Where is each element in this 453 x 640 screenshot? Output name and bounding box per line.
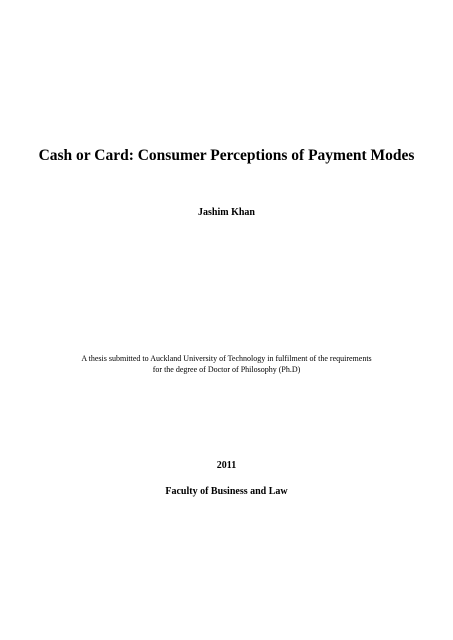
submission-statement-line-1: A thesis submitted to Auckland University of Technology in fulfilment of the requirements — [81, 354, 372, 363]
faculty-name: Faculty of Business and Law — [165, 486, 288, 497]
submission-year: 2011 — [216, 460, 237, 471]
submission-statement-line-2: for the degree of Doctor of Philosophy (Ph.D) — [152, 365, 301, 374]
thesis-title: Cash or Card: Consumer Perceptions of Payment Modes — [38, 147, 415, 164]
author-name: Jashim Khan — [198, 207, 255, 218]
submission-statement — [0, 353, 453, 375]
